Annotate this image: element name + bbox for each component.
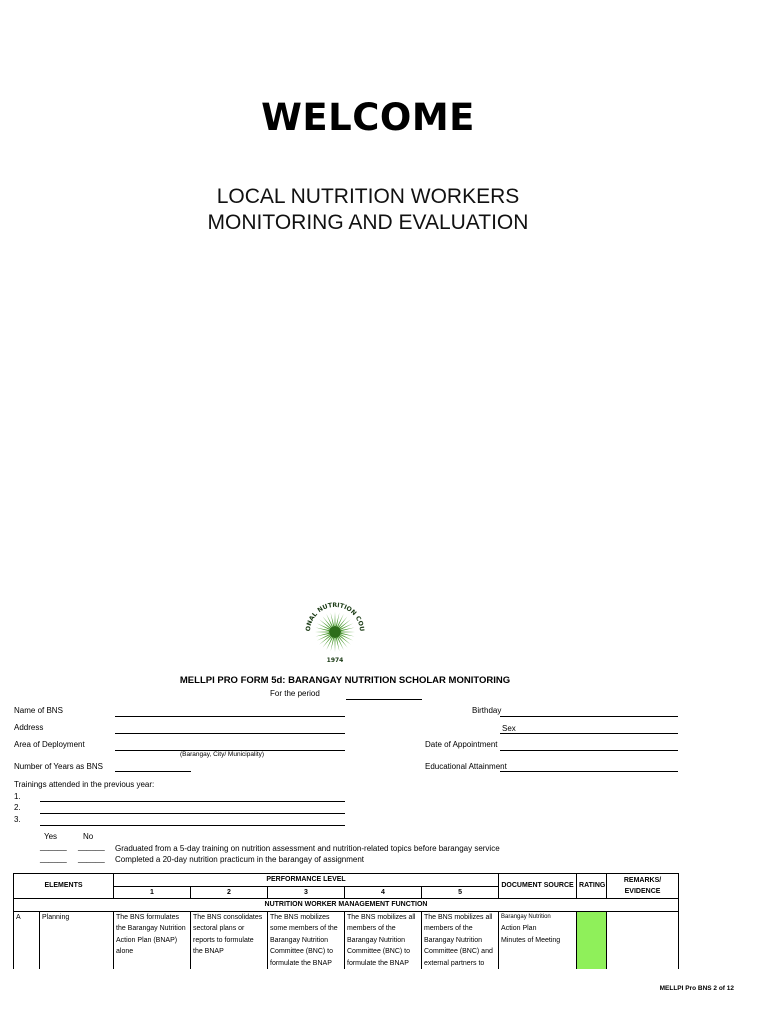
performance-table	[13, 873, 679, 969]
period-label: For the period	[270, 689, 320, 698]
no-label: No	[83, 832, 94, 841]
yes-label: Yes	[44, 832, 58, 841]
training-number-1: 1.	[14, 792, 21, 801]
doc-source-line-3: Minutes of Meeting	[501, 936, 561, 944]
subtitle-line-2: MONITORING AND EVALUATION	[207, 211, 529, 234]
document-subtitle	[0, 184, 736, 236]
level-5-header: 5	[422, 886, 499, 899]
name-of-bns-label: Name of BNS	[14, 706, 63, 715]
birthday-label: Birthday	[472, 706, 502, 715]
level-2-header: 2	[191, 886, 268, 899]
doc-source-line-1: Barangay Nutrition	[501, 913, 551, 920]
address-field[interactable]	[115, 733, 345, 734]
statement-2: Completed a 20-day nutrition practicum in the barangay of assignment	[115, 855, 365, 864]
date-of-appointment-field[interactable]	[500, 750, 678, 751]
doc-source-line-2: Action Plan	[501, 925, 537, 932]
yes-blank-1[interactable]: ______	[40, 842, 67, 851]
statement-1: Graduated from a 5-day training on nutrition assessment and nutrition-related topics before barangay service	[115, 844, 500, 853]
sex-label: Sex	[502, 724, 516, 733]
level-3-header: 3	[268, 886, 345, 899]
yes-blank-2[interactable]: ______	[40, 854, 67, 863]
elements-header: ELEMENTS	[14, 874, 114, 899]
remarks-header: REMARKS/ EVIDENCE	[607, 874, 679, 899]
educational-attainment-label: Educational Attainment	[425, 762, 507, 771]
subtitle-line-1: LOCAL NUTRITION WORKERS	[216, 185, 520, 208]
training-field-2[interactable]	[40, 813, 345, 814]
remarks-cell[interactable]	[607, 911, 679, 969]
training-number-2: 2.	[14, 803, 21, 812]
welcome-heading: WELCOME	[261, 96, 475, 139]
period-field[interactable]	[346, 699, 422, 700]
address-label: Address	[14, 723, 44, 732]
birthday-field[interactable]	[500, 716, 678, 717]
row-element: Planning	[40, 911, 114, 969]
row-level-5: The BNS mobilizes all members of the Barangay Nutrition Committee (BNC) and external partners to	[422, 911, 499, 969]
rating-cell[interactable]	[577, 911, 607, 969]
page-footer: MELLPI Pro BNS 2 of 12	[659, 985, 734, 992]
name-of-bns-field[interactable]	[115, 716, 345, 717]
logo-year: 1974	[326, 657, 344, 664]
row-letter: A	[14, 911, 40, 969]
section-title: NUTRITION WORKER MANAGEMENT FUNCTION	[14, 899, 679, 912]
no-blank-1[interactable]: ______	[78, 842, 105, 851]
level-1-header: 1	[114, 886, 191, 899]
training-number-3: 3.	[14, 815, 21, 824]
table-row	[14, 911, 679, 969]
rating-header: RATING	[577, 874, 607, 899]
date-of-appointment-label: Date of Appointment	[425, 740, 498, 749]
sex-field[interactable]	[500, 733, 678, 734]
training-field-1[interactable]	[40, 801, 345, 802]
trainings-label: Trainings attended in the previous year:	[14, 780, 155, 789]
no-blank-2[interactable]: ______	[78, 854, 105, 863]
document-source-header: DOCUMENT SOURCE	[499, 874, 577, 899]
training-field-3[interactable]	[40, 825, 345, 826]
form-title: MELLPI PRO FORM 5d: BARANGAY NUTRITION SCHOLAR MONITORING	[179, 675, 511, 686]
row-level-4: The BNS mobilizes all members of the Barangay Nutrition Committee (BNC) to formulate the BNAP	[345, 911, 422, 969]
years-as-bns-label: Number of Years as BNS	[14, 762, 103, 771]
area-hint: (Barangay, City/ Municipality)	[180, 751, 265, 758]
area-of-deployment-label: Area of Deployment	[14, 740, 85, 749]
years-as-bns-field[interactable]	[115, 771, 191, 772]
performance-level-header: PERFORMANCE LEVEL	[114, 874, 499, 887]
row-document-source	[499, 911, 577, 969]
row-level-2: The BNS consolidates sectoral plans or reports to formulate the BNAP	[191, 911, 268, 969]
level-4-header: 4	[345, 886, 422, 899]
educational-attainment-field[interactable]	[500, 771, 678, 772]
national-nutrition-council-logo	[302, 596, 368, 666]
row-level-3: The BNS mobilizes some members of the Barangay Nutrition Committee (BNC) to formulate the BNAP	[268, 911, 345, 969]
logo-ring-text: ONAL NUTRITION COU	[304, 601, 366, 632]
row-level-1: The BNS formulates the Barangay Nutrition Action Plan (BNAP) alone	[114, 911, 191, 969]
